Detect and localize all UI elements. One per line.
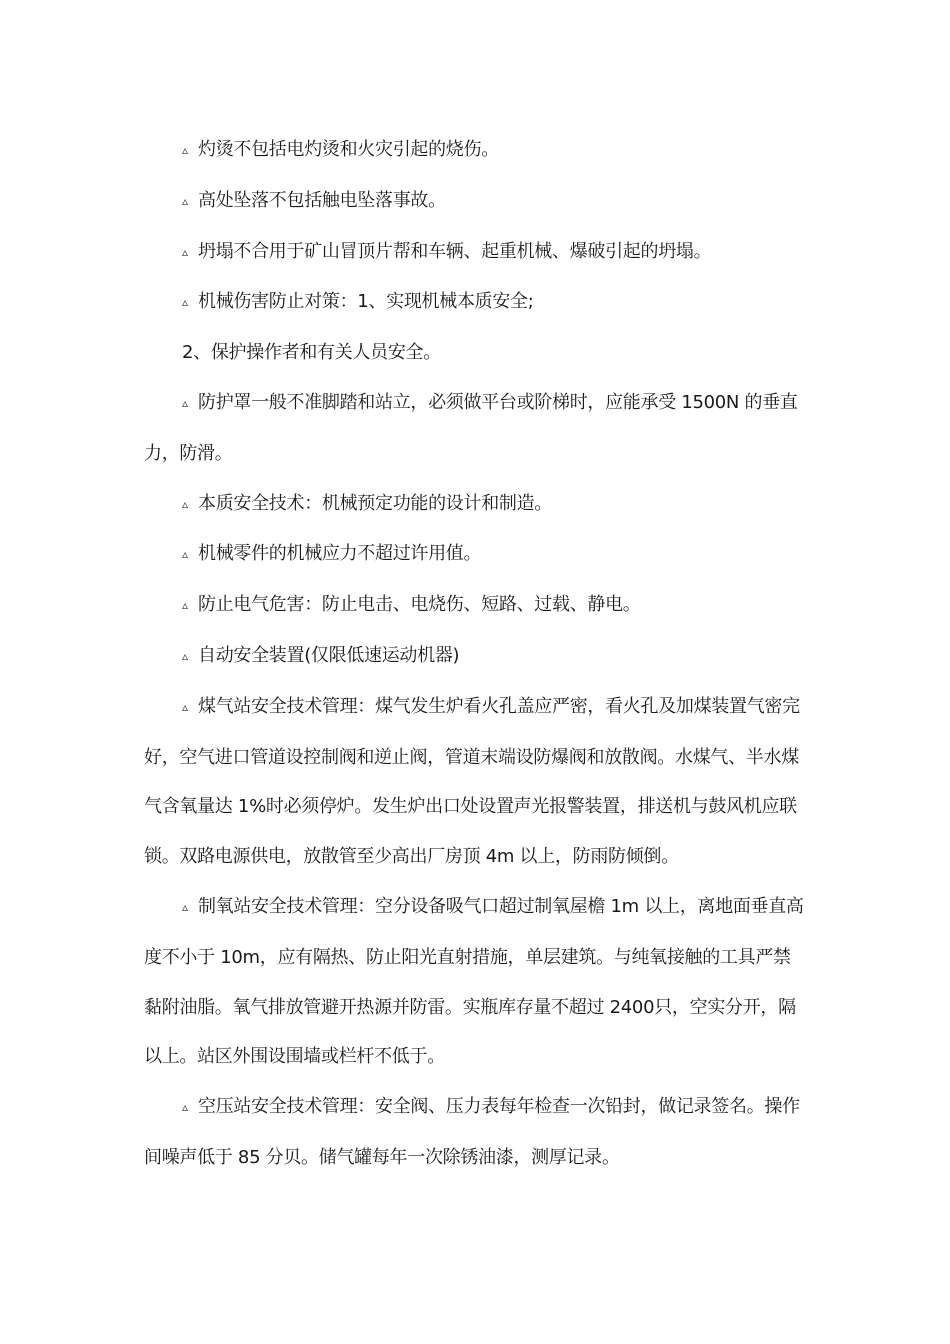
paragraph-10 bbox=[144, 631, 808, 682]
paragraph-1 bbox=[144, 125, 808, 176]
paragraph-2 bbox=[144, 176, 808, 227]
triangle-bullet-icon: ▵ bbox=[182, 193, 188, 208]
triangle-bullet-icon: ▵ bbox=[182, 143, 188, 157]
triangle-bullet-icon: ▵ bbox=[182, 648, 188, 663]
triangle-bullet-icon: ▵ bbox=[182, 699, 188, 714]
triangle-bullet-icon: ▵ bbox=[182, 395, 188, 410]
triangle-bullet-icon: ▵ bbox=[182, 899, 188, 914]
paragraph-text: 机械零件的机械应力不超过许用值。 bbox=[198, 543, 482, 565]
triangle-bullet-icon: ▵ bbox=[182, 598, 188, 613]
paragraph-8 bbox=[144, 529, 808, 580]
paragraph-text: 空压站安全技术管理：安全阀、压力表每年检查一次铅封，做记录签名。操作间噪声低于 85 分贝。储气罐每年一次除锈油漆，测厚记录。 bbox=[144, 1096, 800, 1168]
paragraph-6 bbox=[144, 378, 808, 479]
paragraph-text: 煤气站安全技术管理：煤气发生炉看火孔盖应严密，看火孔及加煤装置气密完好，空气进口管道设控制阀和逆止阀，管道末端设防爆阀和放散阀。水煤气、半水煤气含氧量达 1%时必须停炉。发生炉出口处设置声光报警装置，排送机与鼓风机应联锁。双路电源供电，放散管至少高出厂房顶 4m 以上，防雨防倾倒。 bbox=[144, 695, 800, 868]
paragraph-text: 机械伤害防止对策：1、实现机械本质安全; bbox=[198, 291, 534, 313]
paragraph-4 bbox=[144, 277, 808, 328]
paragraph-7 bbox=[144, 479, 808, 530]
triangle-bullet-icon: ▵ bbox=[182, 244, 188, 259]
paragraph-11 bbox=[144, 682, 808, 882]
paragraph-text: 灼烫不包括电灼烫和火灾引起的烧伤。 bbox=[198, 139, 499, 160]
paragraph-text: 高处坠落不包括触电坠落事故。 bbox=[198, 189, 446, 211]
paragraph-text: 防护罩一般不准脚踏和站立，必须做平台或阶梯时，应能承受 1500N 的垂直力，防滑。 bbox=[144, 391, 798, 464]
paragraph-12 bbox=[144, 882, 808, 1082]
paragraph-text: 坍塌不合用于矿山冒顶片帮和车辆、起重机械、爆破引起的坍塌。 bbox=[198, 240, 712, 262]
paragraph-3 bbox=[144, 227, 808, 278]
paragraph-text: 防止电气危害：防止电击、电烧伤、短路、过载、静电。 bbox=[198, 594, 641, 616]
paragraph-13 bbox=[144, 1082, 808, 1183]
triangle-bullet-icon: ▵ bbox=[182, 1100, 188, 1115]
paragraph-text: 自动安全装置(仅限低速运动机器) bbox=[198, 644, 460, 666]
triangle-bullet-icon: ▵ bbox=[182, 547, 188, 562]
paragraph-text: 2、保护操作者和有关人员安全。 bbox=[182, 342, 441, 364]
paragraph-9 bbox=[144, 580, 808, 631]
paragraph-text: 制氧站安全技术管理：空分设备吸气口超过制氧屋檐 1m 以上，离地面垂直高度不小于 10m，应有隔热、防止阳光直射措施，单层建筑。与纯氧接触的工具严禁黏附油脂。氧气排放管避开热源并防雷。实瓶库存量不超过 2400只，空实分开，隔以上。站区外围设围墙或栏杆不低于。 bbox=[144, 895, 804, 1068]
triangle-bullet-icon: ▵ bbox=[182, 496, 188, 511]
document-page bbox=[144, 125, 808, 1183]
triangle-bullet-icon: ▵ bbox=[182, 295, 188, 310]
paragraph-text: 本质安全技术：机械预定功能的设计和制造。 bbox=[198, 492, 552, 514]
paragraph-5 bbox=[144, 328, 808, 378]
